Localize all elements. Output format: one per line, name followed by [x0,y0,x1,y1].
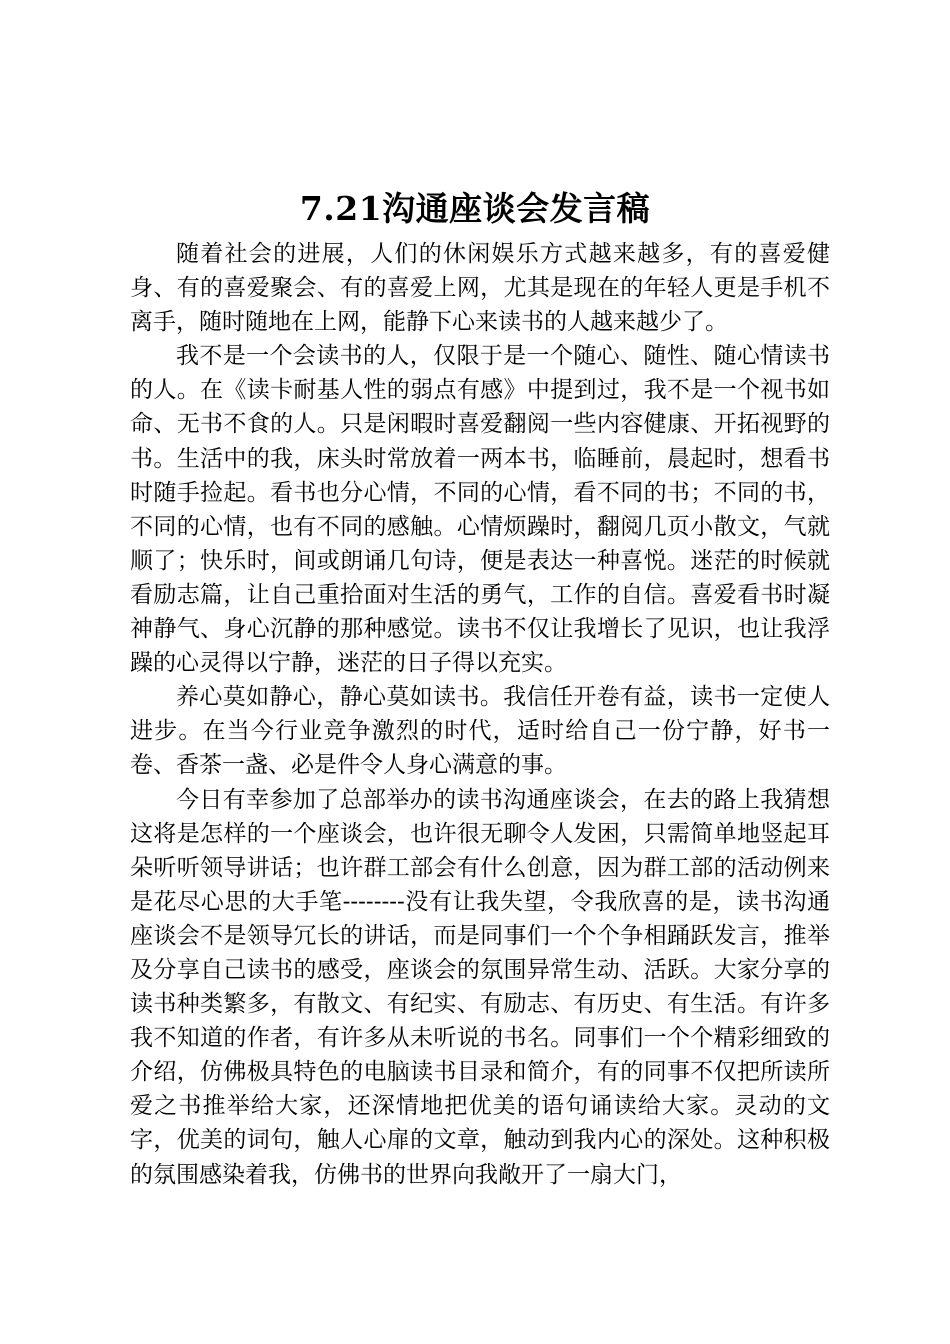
document-title: 7.21沟通座谈会发言稿 [299,189,651,228]
document-body [130,237,830,1192]
paragraph-2: 我不是一个会读书的人，仅限于是一个随心、随性、随心情读书的人。在《读卡耐基人性的弱点有感》中提到过，我不是一个视书如命、无书不食的人。只是闲暇时喜爱翻阅一些内容健康、开拓视野的书。生活中的我，床头时常放着一两本书，临睡前，晨起时，想看书时随手捡起。看书也分心情，不同的心情，看不同的书；不同的书，不同的心情，也有不同的感触。心情烦躁时，翻阅几页小散文，气就顺了；快乐时，间或朗诵几句诗，便是表达一种喜悦。迷茫的时候就看励志篇，让自己重拾面对生活的勇气，工作的自信。喜爱看书时凝神静气、身心沉静的那种感觉。读书不仅让我增长了见识，也让我浮躁的心灵得以宁静，迷茫的日子得以充实。 [130,343,830,677]
paragraph-3: 养心莫如静心，静心莫如读书。我信任开卷有益，读书一定使人进步。在当今行业竞争激烈的时代，适时给自己一份宁静，好书一卷、香茶一盏、必是件令人身心满意的事。 [130,684,830,779]
paragraph-4: 今日有幸参加了总部举办的读书沟通座谈会，在去的路上我猜想这将是怎样的一个座谈会，也许很无聊令人发困，只需简单地竖起耳朵听听领导讲话；也许群工部会有什么创意，因为群工部的活动例来是花尽心思的大手笔--------没有让我失望，令我欣喜的是，读书沟通座谈会不是领导冗长的讲话，而是同事们一个个争相踊跃发言，推举及分享自己读书的感受，座谈会的氛围异常生动、活跃。大家分享的读书种类繁多，有散文、有纪实、有励志、有历史、有生活。有许多我不知道的作者，有许多从未听说的书名。同事们一个个精彩细致的介绍，仿佛极具特色的电脑读书目录和简介，有的同事不仅把所读所爱之书推举给大家，还深情地把优美的语句诵读给大家。灵动的文字，优美的词句，触人心扉的文章，触动到我内心的深处。这种积极的氛围感染着我，仿佛书的世界向我敞开了一扇大门， [130,786,830,1188]
paragraph-1: 随着社会的进展，人们的休闲娱乐方式越来越多，有的喜爱健身、有的喜爱聚会、有的喜爱上网，尤其是现在的年轻人更是手机不离手，随时随地在上网，能静下心来读书的人越来越少了。 [130,241,830,336]
